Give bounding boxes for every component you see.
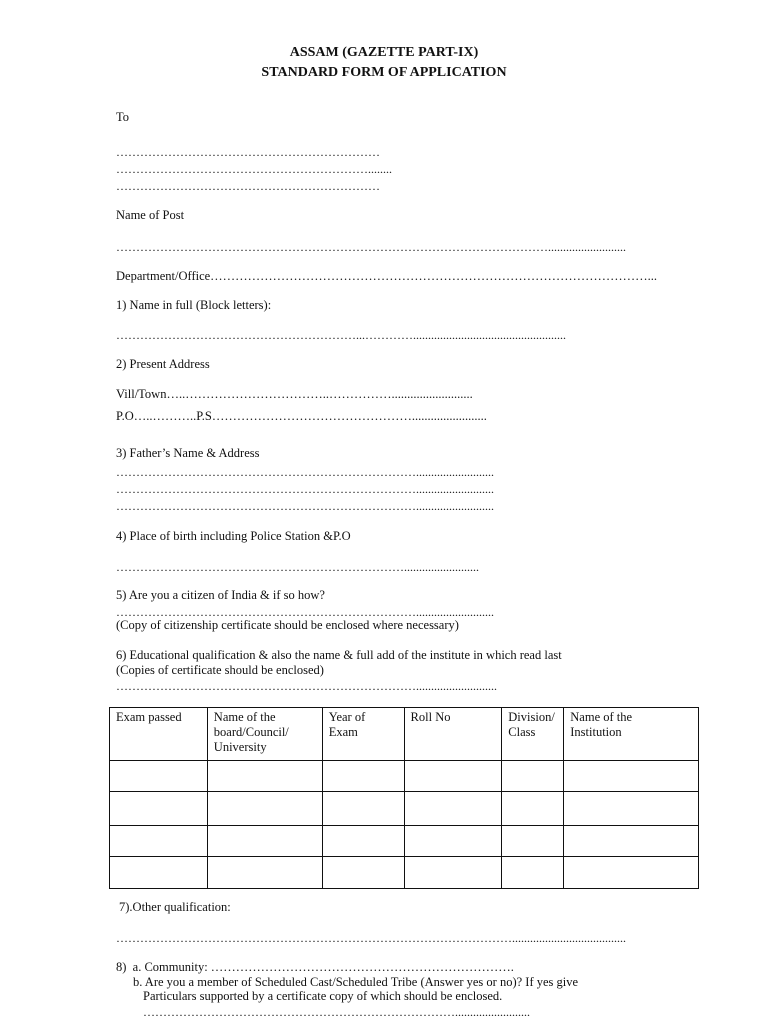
table-cell[interactable]: [564, 761, 699, 792]
col-header-board: Name of the board/Council/ University: [207, 708, 322, 761]
q7-other-qualification-label: 7).Other qualification:: [119, 900, 231, 914]
col-header-exam-passed: Exam passed: [110, 708, 208, 761]
table-row: [110, 826, 699, 857]
table-cell[interactable]: [110, 826, 208, 857]
q8b-sc-st-line[interactable]: …………………………………………………………………….........................: [143, 1005, 530, 1019]
table-cell[interactable]: [322, 826, 404, 857]
q8b-sc-st-note: Particulars supported by a certificate copy of which should be enclosed.: [143, 989, 503, 1003]
to-address-line-1[interactable]: …………………………………………………………: [116, 145, 380, 159]
table-cell[interactable]: [404, 826, 502, 857]
table-cell[interactable]: [502, 857, 564, 889]
table-cell[interactable]: [502, 826, 564, 857]
form-title-line2: STANDARD FORM OF APPLICATION: [261, 65, 507, 80]
q5-citizen-note: (Copy of citizenship certificate should be enclosed where necessary): [116, 618, 459, 632]
form-title-line1: ASSAM (GAZETTE PART-IX): [289, 45, 479, 60]
table-row: [110, 792, 699, 826]
q7-other-qualification-line[interactable]: ………………………………………………………………………………………......................................: [116, 931, 626, 945]
q2-vill-line[interactable]: Vill/Town…..……………………………..……………..........................: [116, 387, 473, 401]
table-cell[interactable]: [502, 792, 564, 826]
education-table-header-row: [110, 708, 699, 761]
table-cell[interactable]: [207, 761, 322, 792]
table-cell[interactable]: [564, 826, 699, 857]
q4-birth-label: 4) Place of birth including Police Station &P.O: [116, 529, 351, 543]
col-header-institution: Name of the Institution: [564, 708, 699, 761]
q6-education-note: (Copies of certificate should be enclosed): [116, 663, 324, 677]
department-line[interactable]: Department/Office……………………………………………………………………………………………...: [116, 269, 658, 283]
table-cell[interactable]: [207, 792, 322, 826]
q8a-community-line[interactable]: 8) a. Community: ……………………………………………………………….: [116, 960, 514, 974]
table-cell[interactable]: [322, 857, 404, 889]
q6-education-label: 6) Educational qualification & also the name & full add of the institute in which read last: [116, 648, 562, 662]
to-label: To: [116, 110, 130, 124]
table-cell[interactable]: [110, 857, 208, 889]
q5-citizen-label: 5) Are you a citizen of India & if so how?: [116, 588, 325, 602]
q6-education-line[interactable]: …………………………………………………………………...........................: [116, 679, 497, 693]
table-cell[interactable]: [404, 761, 502, 792]
table-cell[interactable]: [564, 857, 699, 889]
table-cell[interactable]: [404, 792, 502, 826]
table-cell[interactable]: [564, 792, 699, 826]
table-cell[interactable]: [322, 792, 404, 826]
table-cell[interactable]: [110, 792, 208, 826]
q3-father-label: 3) Father’s Name & Address: [116, 446, 260, 460]
q4-birth-line[interactable]: ……………………………………………………………….........................: [116, 560, 479, 574]
q3-father-line-1[interactable]: …………………………………………………………………..........................: [116, 465, 494, 479]
q1-name-label: 1) Name in full (Block letters):: [116, 298, 272, 312]
table-cell[interactable]: [322, 761, 404, 792]
table-row: [110, 761, 699, 792]
col-header-roll-no: Roll No: [404, 708, 502, 761]
q3-father-line-2[interactable]: …………………………………………………………………..........................: [116, 482, 494, 496]
post-line[interactable]: ………………………………………………………………………………………………..........................: [116, 240, 626, 254]
post-label: Name of Post: [116, 208, 185, 222]
col-header-year: Year of Exam: [322, 708, 404, 761]
table-cell[interactable]: [404, 857, 502, 889]
q2-address-label: 2) Present Address: [116, 357, 210, 371]
table-row: [110, 857, 699, 889]
q2-po-line[interactable]: P.O…..………..P.S…………………………………………........................: [116, 409, 487, 423]
q1-name-line[interactable]: ……………………………………………………...…………...................................................: [116, 328, 566, 342]
table-cell[interactable]: [207, 826, 322, 857]
q8b-sc-st-question: b. Are you a member of Scheduled Cast/Scheduled Tribe (Answer yes or no)? If yes give: [133, 975, 579, 989]
table-cell[interactable]: [502, 761, 564, 792]
table-cell[interactable]: [110, 761, 208, 792]
q5-citizen-line[interactable]: …………………………………………………………………..........................: [116, 605, 494, 619]
q3-father-line-3[interactable]: …………………………………………………………………..........................: [116, 499, 494, 513]
col-header-division: Division/ Class: [502, 708, 564, 761]
to-address-line-2[interactable]: ………………………………………………………........: [116, 162, 392, 176]
to-address-line-3[interactable]: …………………………………………………………: [116, 179, 380, 193]
table-cell[interactable]: [207, 857, 322, 889]
education-table: [109, 707, 699, 889]
